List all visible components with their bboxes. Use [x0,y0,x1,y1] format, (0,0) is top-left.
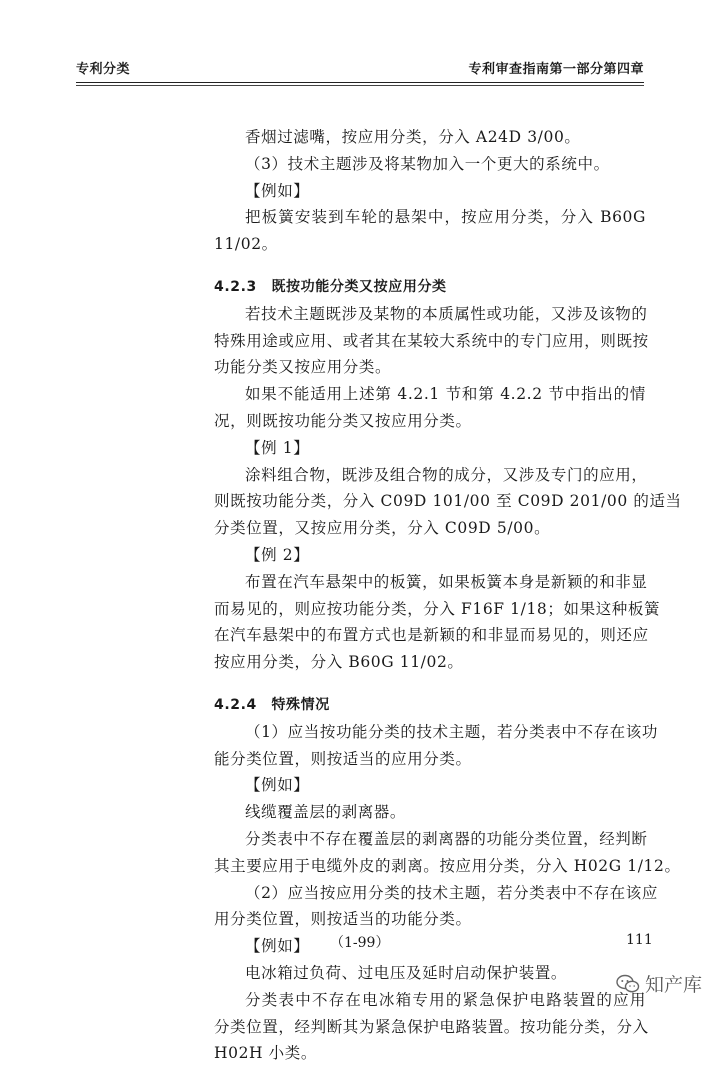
text-line: 涂料组合物，既涉及组合物的成分，又涉及专门的应用， [245,465,648,484]
text-line: 11/02。 [214,235,278,254]
text-line: 分类位置，经判断其为紧急保护电路装置。按功能分类，分入 [214,1017,649,1036]
text-line: 布置在汽车悬架中的板簧，如果板簧本身是新颖的和非显 [245,572,648,591]
example-label: 【例 1】 [245,438,310,457]
example-label: 【例如】 [245,776,310,795]
example-label: 【例 2】 [245,545,310,564]
section-heading-4-2-4: 4.2.4 特殊情况 [214,696,330,713]
text-line: （2）应当按应用分类的技术主题，若分类表中不存在该应 [245,883,658,902]
text-line: 分类表中不存在覆盖层的剥离器的功能分类位置，经判断 [245,829,648,848]
watermark-text: 知产库 [645,974,703,996]
text-line: 电冰箱过负荷、过电压及延时启动保护装置。 [245,963,568,982]
footer-page-number: 111 [626,932,653,948]
watermark [616,970,702,997]
text-line: 香烟过滤嘴，按应用分类，分入 A24D 3/00。 [245,128,581,146]
text-line: 如果不能适用上述第 4.2.1 节和第 4.2.2 节中指出的情 [245,385,646,404]
footer-page-code: （1-99） [330,935,390,951]
text-line: H02H 小类。 [214,1044,317,1063]
header-rule-thin [76,85,644,86]
text-line: （3）技术主题涉及将某物加入一个更大的系统中。 [245,154,610,173]
text-line: 能分类位置，则按适当的应用分类。 [214,749,472,768]
text-line: 把板簧安装到车轮的悬架中，按应用分类，分入 B60G [245,208,646,227]
text-line: 用分类位置，则按适当的功能分类。 [214,910,472,929]
section-heading-4-2-3: 4.2.3 既按功能分类又按应用分类 [214,278,447,295]
text-line: 线缆覆盖层的剥离器。 [245,803,407,822]
text-line: 分类表中不存在电冰箱专用的紧急保护电路装置的应用 [245,990,646,1009]
running-header-left: 专利分类 [76,62,131,77]
text-line: 特殊用途或应用、或者其在某较大系统中的专门应用，则既按 [214,331,649,350]
text-line: 而易见的，则应按功能分类，分入 F16F 1/18；如果这种板簧 [214,599,661,618]
text-line: 按应用分类，分入 B60G 11/02。 [214,653,464,672]
text-line: 分类位置，又按应用分类，分入 C09D 5/00。 [214,519,551,538]
running-header-right: 专利审查指南第一部分第四章 [468,62,644,77]
text-line: （1）应当按功能分类的技术主题，若分类表中不存在该功 [245,722,658,741]
text-line: 在汽车悬架中的布置方式也是新颖的和非显而易见的，则还应 [214,626,649,645]
text-line: 况，则既按功能分类又按应用分类。 [214,411,472,430]
text-line: 若技术主题既涉及某物的本质属性或功能，又涉及该物的 [245,304,648,323]
wechat-icon [616,974,640,994]
header-rule [76,82,644,83]
example-label: 【例如】 [245,181,310,200]
text-line: 其主要应用于电缆外皮的剥离。按应用分类，分入 H02G 1/12。 [214,856,681,875]
example-label: 【例如】 [245,937,310,956]
text-line: 功能分类又按应用分类。 [214,358,392,377]
text-line: 则既按功能分类，分入 C09D 101/00 至 C09D 201/00 的适当 [214,492,682,511]
